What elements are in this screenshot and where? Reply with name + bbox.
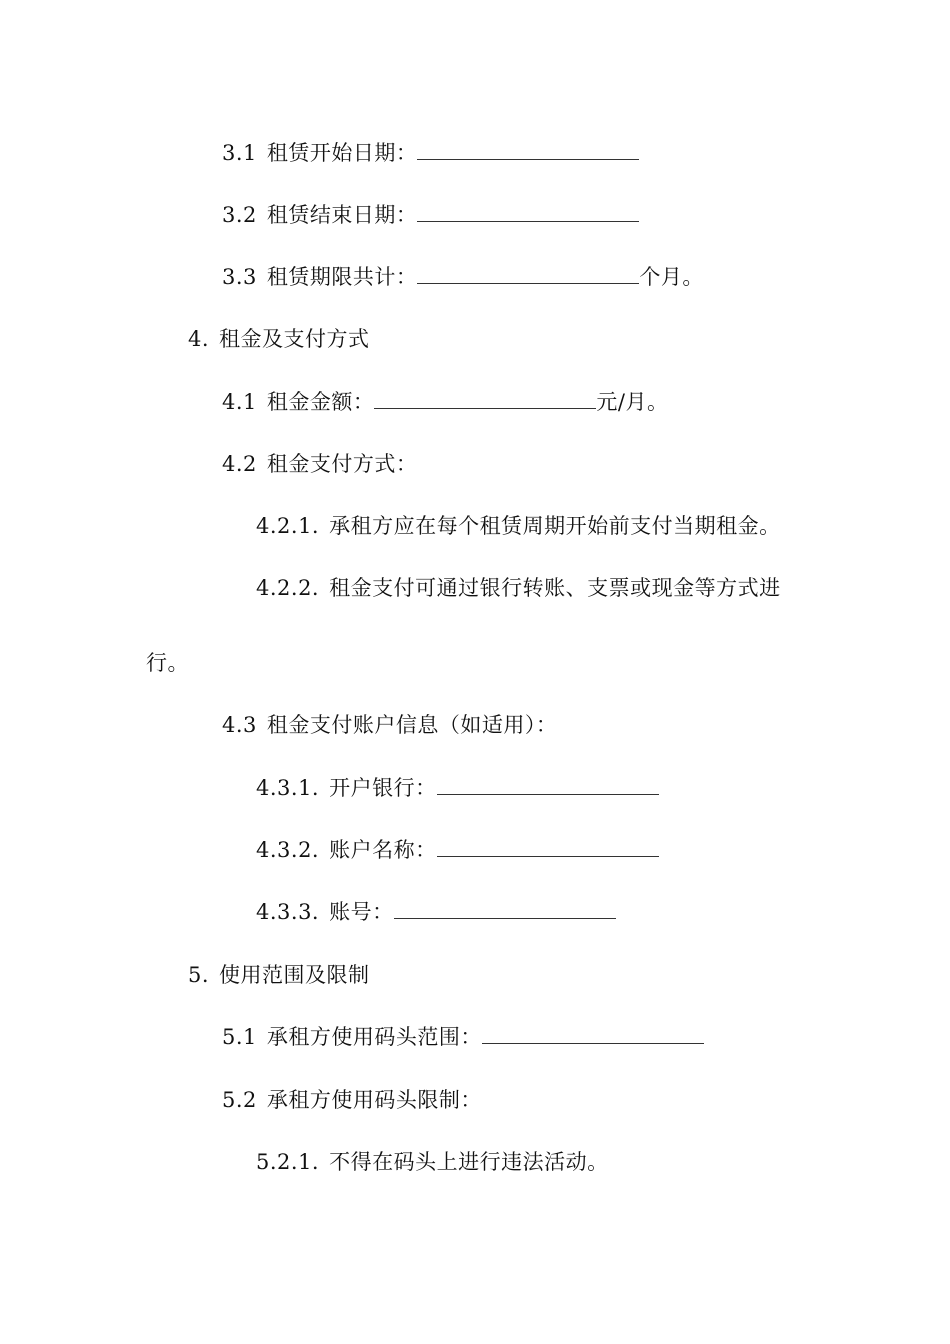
clause-number: 3.2 [222, 203, 257, 227]
fill-in-blank[interactable] [437, 838, 659, 857]
clause-4-3-3 [256, 899, 616, 925]
clause-text: 租金支付方式： [266, 452, 418, 476]
clause-4-1 [222, 389, 668, 415]
clause-suffix: 元/月。 [596, 390, 669, 414]
clause-number: 4.3.2. [256, 838, 320, 862]
section-title: 租金及支付方式 [219, 327, 370, 351]
clause-text: 承租方应在每个租赁周期开始前支付当期租金。 [329, 514, 781, 538]
clause-number: 5.1 [222, 1025, 257, 1049]
clause-suffix: 个月。 [639, 265, 704, 289]
fill-in-blank[interactable] [417, 141, 639, 160]
clause-number: 3.1 [222, 141, 257, 165]
clause-text: 承租方使用码头限制： [266, 1088, 482, 1112]
clause-text: 账户名称： [329, 838, 437, 862]
clause-4-2-2-continuation [146, 650, 189, 676]
clause-3-3 [222, 264, 704, 290]
clause-text: 承租方使用码头范围： [266, 1025, 482, 1049]
clause-number: 4.3.3. [256, 900, 320, 924]
section-number: 5. [188, 963, 210, 987]
clause-3-2 [222, 202, 639, 228]
clause-text: 租赁结束日期： [266, 203, 418, 227]
clause-text: 租金支付可通过银行转账、支票或现金等方式进 [329, 576, 781, 600]
clause-number: 3.3 [222, 265, 257, 289]
section-title: 使用范围及限制 [219, 963, 370, 987]
clause-4-3 [222, 712, 557, 738]
clause-number: 4.2 [222, 452, 257, 476]
clause-4-2-1 [256, 513, 781, 539]
fill-in-blank[interactable] [417, 203, 639, 222]
clause-4-2 [222, 451, 417, 477]
section-4-heading [188, 326, 370, 352]
section-number: 4. [188, 327, 210, 351]
clause-number: 4.1 [222, 390, 257, 414]
clause-text: 租金金额： [266, 390, 375, 414]
clause-4-2-2 [256, 575, 781, 601]
fill-in-blank[interactable] [437, 776, 659, 795]
clause-text: 行。 [146, 651, 189, 675]
clause-5-2-1 [256, 1149, 609, 1175]
clause-5-1 [222, 1024, 704, 1050]
clause-text: 不得在码头上进行违法活动。 [329, 1150, 609, 1174]
clause-number: 4.3 [222, 713, 257, 737]
clause-text: 租赁期限共计： [266, 265, 418, 289]
clause-number: 4.2.1. [256, 514, 320, 538]
fill-in-blank[interactable] [417, 265, 639, 284]
fill-in-blank[interactable] [394, 900, 616, 919]
clause-number: 5.2 [222, 1088, 257, 1112]
clause-4-3-1 [256, 775, 659, 801]
clause-text: 开户银行： [329, 776, 437, 800]
clause-3-1 [222, 140, 639, 166]
clause-text: 租金支付账户信息（如适用）： [266, 713, 558, 737]
fill-in-blank[interactable] [482, 1025, 704, 1044]
clause-number: 4.2.2. [256, 576, 320, 600]
clause-number: 5.2.1. [256, 1150, 320, 1174]
clause-text: 租赁开始日期： [266, 141, 418, 165]
clause-5-2 [222, 1087, 482, 1113]
section-5-heading [188, 962, 370, 988]
clause-4-3-2 [256, 837, 659, 863]
clause-number: 4.3.1. [256, 776, 320, 800]
fill-in-blank[interactable] [374, 390, 596, 409]
clause-text: 账号： [329, 900, 394, 924]
